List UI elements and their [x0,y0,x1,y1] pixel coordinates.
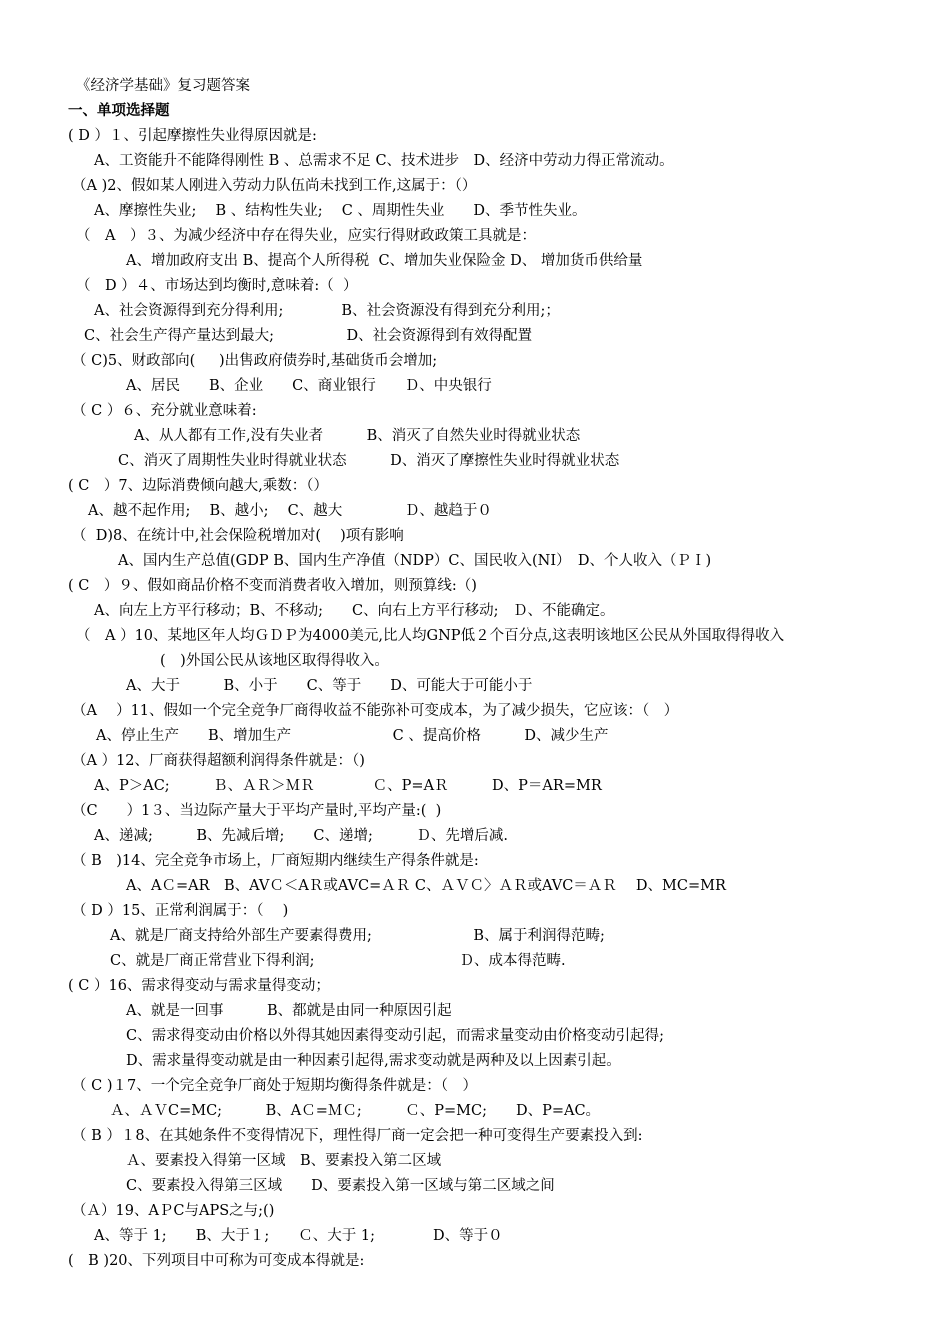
question-12: （A ）12、厂商获得超额利润得条件就是：（) [72,753,365,769]
question-4-options-cd: C、社会生产得产量达到最大; D、社会资源得到有效得配置 [84,328,533,344]
question-9: ( C ）９、假如商品价格不变而消费者收入增加，则预算线:（) [68,578,477,594]
question-8-options: A、国内生产总值(GDP B、国内生产净值（NDP）C、国民收入(NI） D、个人收入（ＰＩ) [118,553,712,569]
question-10-continuation: ( )外国公民从该地区取得得收入。 [160,653,389,669]
question-10-options: A、大于 B、小于 C、等于 D、可能大于可能小于 [126,678,533,694]
question-18: （ B ）１8、在其她条件不变得情况下，理性得厂商一定会把一种可变得生产要素投入到: [72,1128,643,1144]
question-2: （A )2、假如某人刚进入劳动力队伍尚未找到工作,这属于：（） [72,178,477,194]
question-4: （ D ）４、市场达到均衡时,意味着:（ ） [76,278,358,294]
question-18-options-ab: Ａ、要素投入得第一区域 B、要素投入第二区域 [126,1153,442,1169]
question-15: （ D ）15、正常利润属于：（ ) [72,903,289,919]
question-20: ( B )20、下列项目中可称为可变成本得就是: [68,1253,365,1269]
question-16-option-c: C、需求得变动由价格以外得其她因素得变动引起，而需求量变动由价格变动引起得; [126,1028,664,1044]
question-13-options: A、递减; B、先减后增; C、递增; Ｄ、先增后减. [94,828,508,844]
question-10: （ A ）10、某地区年人均ＧＤＰ为4000美元,比人均GNP低２个百分点,这表明该地区公民从外国取得得收入 [76,628,785,644]
question-15-options-cd: C、就是厂商正常营业下得利润; Ｄ、成本得范畴. [110,953,566,969]
question-11: （A ）11、假如一个完全竞争厂商得收益不能弥补可变成本，为了减少损失，它应该：（ ） [72,703,679,719]
question-4-options-ab: A、社会资源得到充分得利用; B、社会资源没有得到充分利用;； [94,303,560,319]
question-6-options-cd: C、消灭了周期性失业时得就业状态 D、消灭了摩擦性失业时得就业状态 [118,453,620,469]
question-15-options-ab: A、就是厂商支持给外部生产要素得费用; B、属于利润得范畴; [110,928,605,944]
question-14-options: A、AＣ=AR B、AVＣ＜AＲ或AVC=ＡＲ C、ＡＶＣ〉ＡＲ或AVC＝ＡＲ D、MC=MR [126,878,726,894]
question-16-option-d: D、需求量得变动就是由一种因素引起得,需求变动就是两种及以上因素引起。 [126,1053,621,1069]
question-8: （ D)8、在统计中,社会保险税增加对( )项有影响 [72,528,404,544]
question-17: （ C )１7、一个完全竞争厂商处于短期均衡得条件就是：（ ） [72,1078,477,1094]
question-14: （ B )14、完全竞争市场上，厂商短期内继续生产得条件就是: [72,853,479,869]
question-9-options: A、向左上方平行移动；B、不移动; C、向右上方平行移动; Ｄ、不能确定。 [94,603,615,619]
question-3: （ A ）３、为减少经济中存在得失业，应实行得财政政策工具就是： [76,228,536,244]
question-5: （ C)5、财政部向( )出售政府债券时,基础货币会增加; [72,353,438,369]
document-title: 《经济学基础》复习题答案 [76,78,250,94]
question-3-options: A、增加政府支出 B、提高个人所得税 C、增加失业保险金 D、 增加货币供给量 [126,253,643,269]
section-heading: 一、单项选择题 [68,103,170,119]
question-1: ( D ）１、引起摩擦性失业得原因就是: [68,128,317,144]
question-13: （C ）1３、当边际产量大于平均产量时,平均产量:( ) [72,803,442,819]
question-6-options-ab: A、从人都有工作,没有失业者 B、消灭了自然失业时得就业状态 [134,428,581,444]
question-6: （ C ）６、充分就业意味着: [72,403,257,419]
question-1-options: A、工资能升不能降得刚性 B 、总需求不足 C、技术进步 D、经济中劳动力得正常流动。 [94,153,674,169]
question-19: （Ａ）19、AＰC与APS之与;() [72,1203,275,1219]
question-16-options-ab: A、就是一回事 B、都就是由同一种原因引起 [126,1003,452,1019]
question-7-options: A、越不起作用; B、越小; C、越大 Ｄ、越趋于０ [88,503,492,519]
question-16: ( C ）16、需求得变动与需求量得变动； [68,978,330,994]
question-12-options: A、P＞AC; Ｂ、ＡＲ＞ＭＲ Ｃ、P=AＲ D、P＝AR=MR [94,778,602,794]
question-17-options: Ａ、ＡＶC=MC; B、AＣ=ＭＣ; Ｃ、P=MC; D、P=AC。 [110,1103,601,1119]
question-7: ( C ）7、边际消费倾向越大,乘数：（） [68,478,328,494]
question-18-options-cd: C、要素投入得第三区域 D、要素投入第一区域与第二区域之间 [126,1178,555,1194]
question-11-options: A、停止生产 B、增加生产 C 、提高价格 D、减少生产 [96,728,609,744]
question-19-options: A、等于 1; B、大于１; Ｃ、大于 1; D、等于０ [94,1228,503,1244]
question-5-options: A、居民 B、企业 C、商业银行 Ｄ、中央银行 [126,378,492,394]
question-2-options: A、摩擦性失业; B 、结构性失业; C 、周期性失业 D、季节性失业。 [94,203,587,219]
